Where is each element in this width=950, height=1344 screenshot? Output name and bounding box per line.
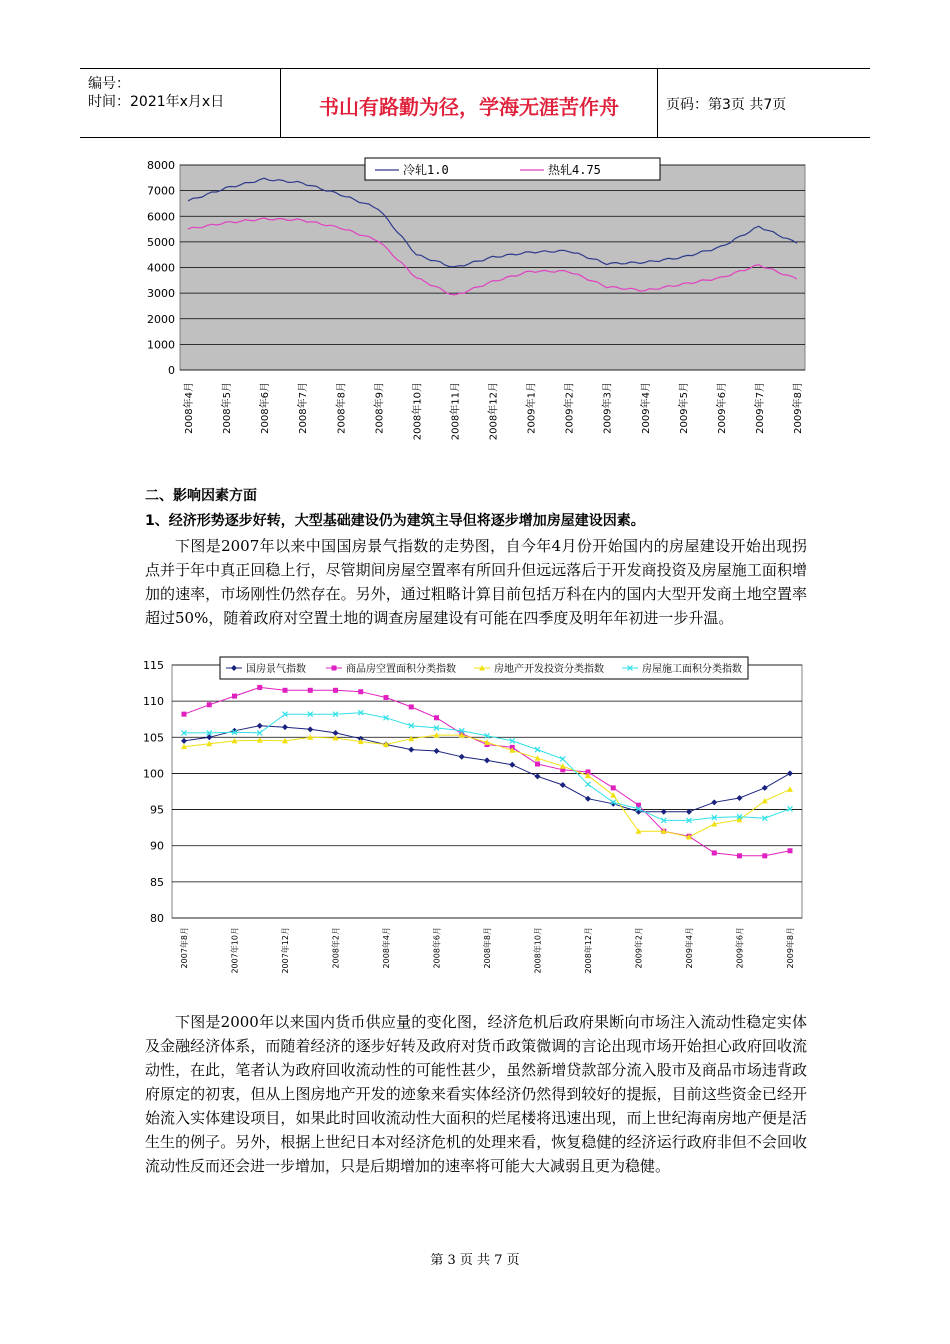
- x-tick-label: 2009年4月: [640, 382, 652, 434]
- x-tick-label: 2008年4月: [382, 927, 391, 969]
- legend-label: 冷轧1.0: [403, 163, 449, 177]
- legend-label: 房屋施工面积分类指数: [642, 664, 742, 675]
- page-header: [80, 68, 870, 138]
- x-tick-label: 2008年8月: [336, 382, 348, 434]
- x-tick-label: 2008年6月: [260, 382, 272, 434]
- y-tick-label: 95: [150, 803, 164, 817]
- data-point: [332, 666, 337, 671]
- y-tick-label: 100: [143, 767, 164, 781]
- y-tick-label: 0: [168, 364, 175, 377]
- data-point: [384, 695, 389, 700]
- header-motto-cell: [281, 69, 658, 137]
- x-tick-label: 2009年7月: [754, 382, 766, 434]
- data-point: [611, 785, 616, 790]
- y-tick-label: 3000: [147, 287, 175, 301]
- data-point: [762, 853, 767, 858]
- y-tick-label: 115: [143, 659, 164, 672]
- x-tick-label: 2008年8月: [483, 927, 492, 969]
- x-tick-label: 2008年2月: [331, 927, 341, 969]
- header-page-cell: [658, 69, 870, 137]
- y-tick-label: 85: [150, 875, 164, 889]
- data-point: [232, 694, 237, 699]
- data-point: [257, 685, 262, 690]
- y-tick-label: 7000: [147, 184, 175, 198]
- x-tick-label: 2009年8月: [786, 927, 795, 969]
- x-tick-label: 2007年12月: [281, 927, 290, 974]
- y-tick-label: 6000: [147, 210, 175, 224]
- motto: 书山有路勤为径，学海无涯苦作舟: [319, 95, 619, 119]
- time-label: 时间：2021年x月x日: [88, 94, 225, 110]
- x-tick-label: 2009年5月: [678, 382, 690, 434]
- paragraph-2: [145, 1010, 807, 1178]
- legend-label: 热轧4.75: [548, 163, 601, 177]
- x-tick-label: 2008年10月: [533, 927, 543, 974]
- data-point: [308, 688, 313, 693]
- x-tick-label: 2009年6月: [716, 382, 728, 434]
- data-point: [409, 704, 414, 709]
- x-tick-label: 2009年2月: [564, 382, 576, 434]
- y-tick-label: 2000: [147, 312, 175, 326]
- y-tick-label: 80: [150, 912, 164, 925]
- legend-label: 国房景气指数: [246, 664, 306, 675]
- x-tick-label: 2008年10月: [412, 382, 424, 441]
- data-point: [535, 762, 540, 767]
- page-footer: 第 3 页 共 7 页: [430, 1253, 520, 1268]
- x-tick-label: 2009年3月: [602, 382, 614, 434]
- page-number-label: 页码：第3页 共7页: [666, 97, 787, 113]
- x-tick-label: 2009年8月: [793, 382, 804, 434]
- y-tick-label: 105: [143, 731, 164, 745]
- steel-price-chart: [140, 150, 820, 450]
- legend-label: 商品房空置面积分类指数: [346, 664, 456, 675]
- header-info-cell: [80, 69, 281, 137]
- x-tick-label: 2007年10月: [230, 927, 240, 974]
- x-tick-label: 2008年4月: [184, 382, 195, 434]
- data-point: [737, 853, 742, 858]
- paragraph-1: [145, 534, 807, 630]
- y-tick-label: 90: [150, 839, 164, 853]
- housing-index-chart: [140, 655, 820, 980]
- x-tick-label: 2008年6月: [432, 927, 442, 969]
- plot-area: [172, 665, 802, 918]
- paragraph-2-text: 下图是2000年以来国内货币供应量的变化图，经济危机后政府果断向市场注入流动性稳定实体及金融经济体系，而随着经济的逐步好转及政府对货币政策微调的言论出现市场开始担心政府回收流动性，在此，笔者认为政府回收流动性的可能性甚少，虽然新增贷款部分流入股市及商品市场违背政府原定的初衷，但从上图房地产开发的迹象来看实体经济仍然得到较好的提振，目前这些资金已经开始流入实体建设项目，如果此时回收流动性大面积的烂尾楼将迅速出现，而上世纪海南房地产便是活生生的例子。另外，根据上世纪日本对经济危机的处理来看，恢复稳健的经济运行政府非但不会回收流动性反而还会进一步增加，只是后期增加的速率将可能大大减弱且更为稳健。: [145, 1013, 807, 1175]
- data-point: [712, 850, 717, 855]
- x-tick-label: 2009年2月: [634, 927, 644, 969]
- x-tick-label: 2009年6月: [735, 927, 745, 969]
- subsection-heading: 1、经济形势逐步好转，大型基础建设仍为建筑主导但将逐步增加房屋建设因素。: [145, 513, 645, 529]
- x-tick-label: 2008年12月: [584, 927, 593, 974]
- x-tick-label: 2008年7月: [298, 382, 310, 434]
- section-heading: 二、影响因素方面: [145, 488, 257, 504]
- paragraph-1-text: 下图是2007年以来中国国房景气指数的走势图，自今年4月份开始国内的房屋建设开始出现拐点并于年中真正回稳上行，尽管期间房屋空置率有所回升但远远落后于开发商投资及房屋施工面积增加的速率，市场刚性仍然存在。另外，通过粗略计算目前包括万科在内的国内大型开发商土地空置率超过50%，随着政府对空置土地的调查房屋建设有可能在四季度及明年年初进一步升温。: [145, 537, 807, 627]
- data-point: [434, 715, 439, 720]
- legend-label: 房地产开发投资分类指数: [494, 664, 604, 675]
- data-point: [358, 689, 363, 694]
- x-tick-label: 2008年5月: [222, 382, 234, 434]
- x-tick-label: 2008年12月: [488, 382, 500, 441]
- y-tick-label: 110: [143, 695, 164, 709]
- data-point: [182, 712, 187, 717]
- y-tick-label: 5000: [147, 235, 175, 249]
- x-tick-label: 2008年9月: [374, 382, 386, 434]
- x-tick-label: 2009年4月: [685, 927, 694, 969]
- x-tick-label: 2007年8月: [180, 927, 189, 969]
- y-tick-label: 4000: [147, 261, 175, 275]
- y-tick-label: 8000: [147, 159, 175, 172]
- number-label: 编号：: [88, 76, 130, 92]
- data-point: [283, 688, 288, 693]
- x-tick-label: 2008年11月: [450, 382, 462, 441]
- data-point: [788, 848, 793, 853]
- data-point: [333, 688, 338, 693]
- x-tick-label: 2009年1月: [526, 382, 538, 434]
- data-point: [207, 702, 212, 707]
- y-tick-label: 1000: [147, 338, 175, 352]
